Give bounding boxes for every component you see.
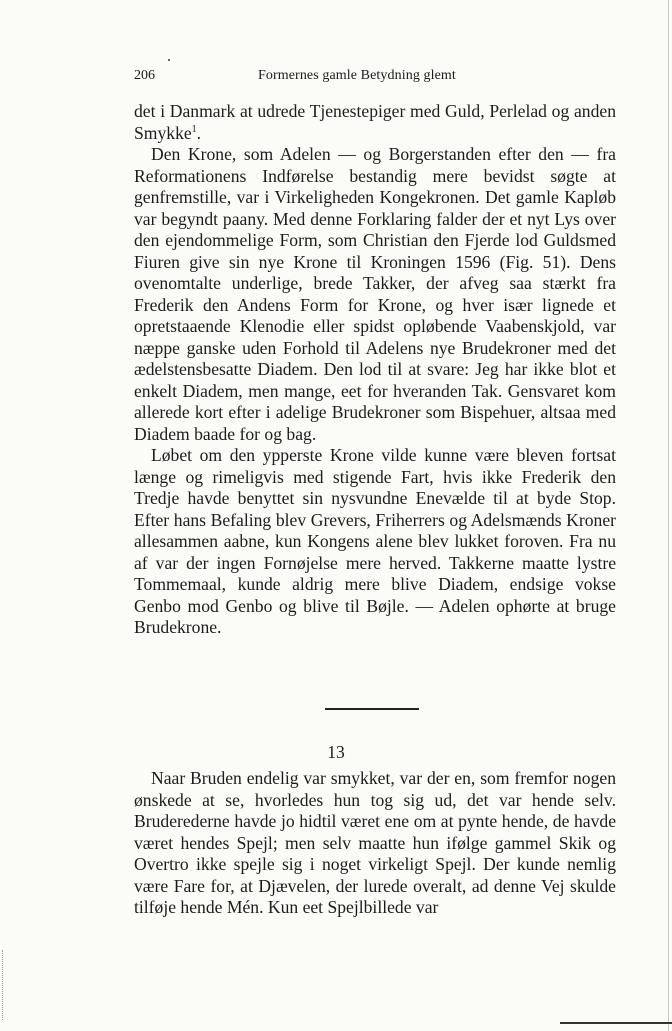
body-text xyxy=(134,101,616,639)
section-body-text xyxy=(134,768,616,919)
paragraph: Naar Bruden endelig var smykket, var der en, som fremfor nogen ønskede at se, hvorledes hun tog sig ud, det var hende selv. Bruderederne havde jo hidtil været ene om at pynte hende, de havde været hendes Spejl; men selv maatte hun ifølge gammel Skik og Overtro ikke spejle sig i noget virkeligt Spejl. Der kunde nemlig være Fare for, at Djævelen, der lurede overalt, ad denne Vej skulde tilføje hende Mén. Kun eet Spejlbillede var xyxy=(134,768,616,917)
running-title: Formernes gamle Betydning glemt xyxy=(258,68,456,83)
paragraph: Den Krone, som Adelen — og Borgerstanden efter den — fra Reformationens Indførelse bestandig mere bevidst søgte at genfremstille, var i Virkeligheden Kongekronen. Det gamle Kapløb var begyndt paany. Med denne Forklaring falder der et nyt Lys over den ejendommelige Form, som Christian den Fjerde lod Guldsmed Fiuren give sin nye Krone til Kroningen 1596 (Fig. 51). Dens ovenomtalte underlige, brede Takker, der afveg saa stærkt fra Frederik den Andens Form for Krone, og hver især lignede et opretstaaende Klenodie eller spidst opløbende Vaabenskjold, var næppe ganske uden Forhold til Adelens nye Brudekroner med det ædelstensbesatte Diadem. Den lod til at svare: Jeg har ikke blot et enkelt Diadem, men mange, eet for hveranden Tak. Gensvaret kom allerede kort efter i adelige Brudekroner som Bispehuer, altsaa med Diadem baade for og bag. xyxy=(134,144,616,444)
paragraph-text: det i Danmark at udrede Tjenestepiger med Guld, Perlelad og anden Smykke xyxy=(134,101,616,143)
scan-edge-mark xyxy=(560,1022,672,1024)
section-divider xyxy=(325,708,419,710)
page-header xyxy=(134,66,614,86)
print-speck xyxy=(168,59,170,61)
section-number: 13 xyxy=(327,742,345,762)
page-edge-line xyxy=(668,0,669,1031)
paragraph-tail: . xyxy=(196,122,202,143)
scan-margin-mark xyxy=(2,950,4,1020)
paragraph-continuation xyxy=(134,101,616,144)
page-number: 206 xyxy=(134,68,155,83)
paragraph: Løbet om den ypperste Krone vilde kunne være bleven fortsat længe og rimeligvis med stigende Fart, hvis ikke Frederik den Tredje havde benyttet sin nysvundne Enevælde til at byde Stop. Efter hans Befaling blev Grevers, Friherrers og Adelsmænds Kroner allesammen aabne, kun Kongens alene blev lukket foroven. Fra nu af var der ingen Fornøjelse mere herved. Takkerne maatte lystre Tommemaal, kunde aldrig mere blive Diadem, endsige vokse Genbo mod Genbo og blive til Bøjle. — Adelen ophørte at bruge Brudekrone. xyxy=(134,445,616,637)
footnote-marker: 1 xyxy=(191,123,197,135)
